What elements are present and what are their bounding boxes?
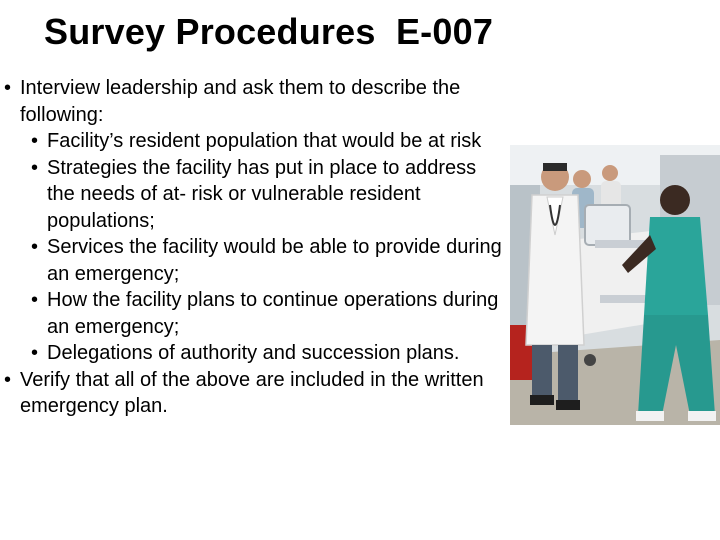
bullet-marker: • — [31, 342, 39, 364]
bullet-text: Facility’s resident population that would be at risk — [47, 130, 482, 152]
bullet-text: Services the facility would be able to provide during an emergency; — [47, 236, 502, 285]
hospital-staff-photo — [510, 145, 720, 425]
sub-bullet-item — [4, 128, 504, 155]
sub-bullet-item — [4, 234, 504, 287]
bullet-item — [4, 367, 504, 420]
background-person-head — [573, 170, 591, 188]
bullet-marker: • — [31, 236, 39, 258]
bullet-text: Interview leadership and ask them to describe the following: — [20, 77, 461, 126]
bullet-marker: • — [31, 130, 39, 152]
nurse-shoe — [688, 411, 716, 421]
slide-title: Survey Procedures E-007 — [44, 11, 494, 52]
bed-wheel — [584, 354, 596, 366]
sub-bullet-item — [4, 155, 504, 235]
doctor-shoe — [530, 395, 554, 405]
background-person-head — [602, 165, 618, 181]
bullet-marker: • — [31, 289, 39, 311]
nurse-scrub-top — [644, 217, 708, 315]
bullet-text: Strategies the facility has put in place to address the needs of at- risk or vulnerable resident populations; — [47, 156, 477, 232]
hospital-corridor-illustration — [510, 145, 720, 425]
doctor-shoe — [556, 400, 580, 410]
doctor-hair — [543, 163, 567, 171]
bed-headboard — [585, 205, 630, 245]
doctor-leg — [558, 345, 578, 400]
bullet-item — [4, 75, 504, 128]
nurse-head — [660, 185, 690, 215]
bullet-text: How the facility plans to continue operations during an emergency; — [47, 289, 499, 338]
bullet-marker: • — [4, 77, 12, 99]
doctor-leg — [532, 345, 552, 395]
bullet-text: Delegations of authority and succession plans. — [47, 342, 460, 364]
sub-bullet-item — [4, 340, 504, 367]
nurse-shoe — [636, 411, 664, 421]
bullet-marker: • — [31, 156, 39, 179]
bullet-text: Verify that all of the above are included in the written emergency plan. — [20, 368, 484, 417]
bullet-list — [4, 75, 504, 420]
bullet-marker: • — [4, 368, 12, 391]
sub-bullet-item — [4, 287, 504, 340]
